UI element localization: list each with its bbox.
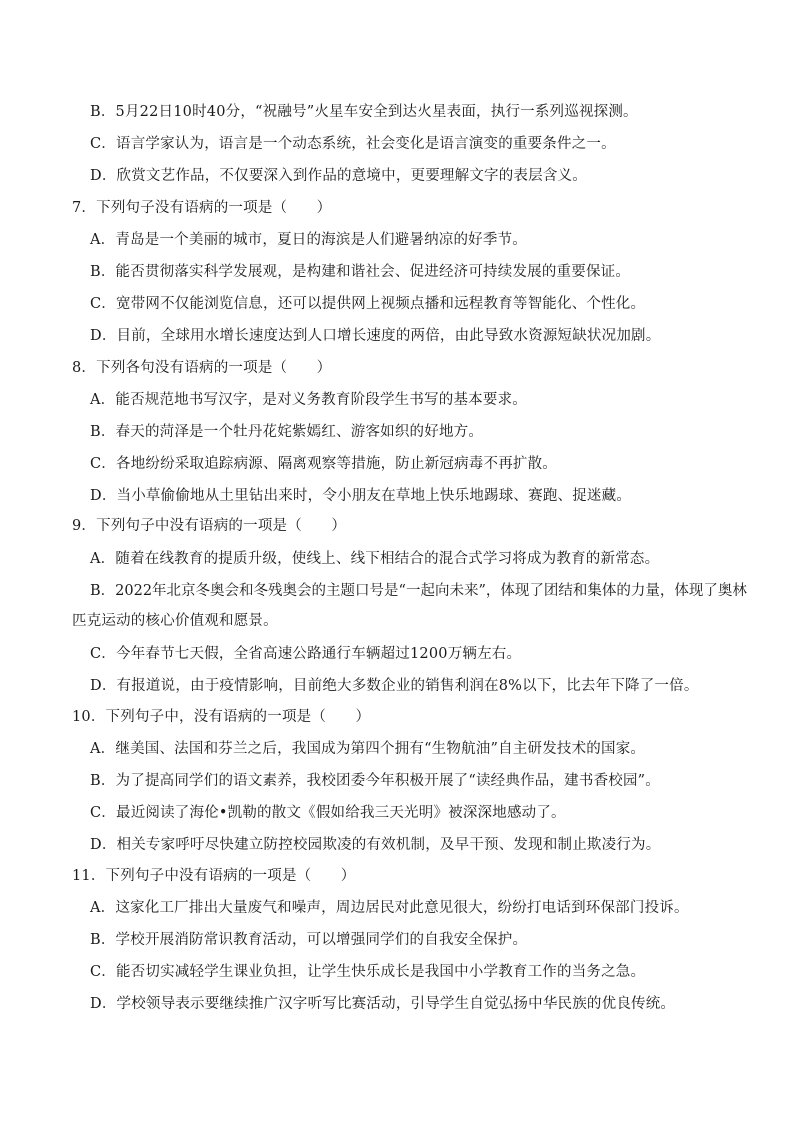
q9-option-d: D．有报道说，由于疫情影响，目前绝大多数企业的销售利润在8%以下，比去年下降了一倍。 — [90, 678, 699, 694]
q11-option-b: B．学校开展消防常识教育活动，可以增强同学们的自我安全保护。 — [90, 932, 528, 948]
q6-option-c: C．语言学家认为，语言是一个动态系统，社会变化是语言演变的重要条件之一。 — [90, 136, 616, 152]
q11-option-c: C．能否切实减轻学生课业负担，让学生快乐成长是我国中小学教育工作的当务之急。 — [90, 964, 646, 980]
q7-option-b: B．能否贯彻落实科学发展观，是构建和谐社会、促进经济可持续发展的重要保证。 — [90, 264, 631, 280]
q8-option-c: C．各地纷纷采取追踪病源、隔离观察等措施，防止新冠病毒不再扩散。 — [90, 456, 557, 472]
q7-option-a: A．青岛是一个美丽的城市，夏日的海滨是人们避暑纳凉的好季节。 — [90, 232, 527, 248]
q10-option-d: D．相关专家呼吁尽快建立防控校园欺凌的有效机制，及早干预、发现和制止欺凌行为。 — [90, 837, 661, 853]
q9-option-a: A．随着在线教育的提质升级，使线上、线下相结合的混合式学习将成为教育的新常态。 — [90, 551, 660, 567]
q7-stem: 7．下列句子没有语病的一项是（ ） — [72, 200, 332, 216]
q10-option-b: B．为了提高同学们的语文素养，我校团委今年积极开展了“读经典作品，建书香校园”。 — [90, 773, 660, 789]
q10-option-a: A．继美国、法国和芬兰之后，我国成为第四个拥有“生物航油”自主研发技术的国家。 — [90, 741, 646, 757]
q6-option-d: D．欣赏文艺作品，不仅要深入到作品的意境中，更要理解文字的表层含义。 — [90, 168, 587, 184]
q11-option-d: D．学校领导表示要继续推广汉字听写比赛活动，引导学生自觉弘扬中华民族的优良传统。 — [90, 996, 676, 1012]
q8-stem: 8．下列各句没有语病的一项是（ ） — [72, 360, 332, 376]
q10-option-c: C．最近阅读了海伦•凯勒的散文《假如给我三天光明》被深深地感动了。 — [90, 805, 566, 821]
q9-stem: 9．下列句子中没有语病的一项是（ ） — [72, 518, 347, 534]
q9-option-b-line1: B．2022年北京冬奥会和冬残奥会的主题口号是“一起向未来”，体现了团结和集体的力量，体现了奥林 — [90, 583, 747, 599]
q8-option-a: A．能否规范地书写汉字，是对义务教育阶段学生书写的基本要求。 — [90, 392, 527, 408]
q8-option-d: D．当小草偷偷地从土里钻出来时，令小朋友在草地上快乐地踢球、赛跑、捉迷藏。 — [90, 488, 632, 504]
q9-option-c: C．今年春节七天假，全省高速公路通行车辆超过1200万辆左右。 — [90, 646, 522, 662]
q8-option-b: B．春天的菏泽是一个牡丹花姹紫嫣红、游客如织的好地方。 — [90, 424, 484, 440]
q7-option-c: C．宽带网不仅能浏览信息，还可以提供网上视频点播和远程教育等智能化、个性化。 — [90, 296, 646, 312]
q10-stem: 10．下列句子中，没有语病的一项是（ ） — [72, 709, 371, 725]
q11-stem: 11．下列句子中没有语病的一项是（ ） — [72, 868, 356, 884]
q9-option-b-line2: 匹克运动的核心价值观和愿景。 — [72, 613, 278, 629]
q7-option-d: D．目前，全球用水增长速度达到人口增长速度的两倍，由此导致水资源短缺状况加剧。 — [90, 328, 661, 344]
q11-option-a: A．这家化工厂排出大量废气和噪声，周边居民对此意见很大，纷纷打电话到环保部门投诉。 — [90, 900, 689, 916]
q6-option-b: B．5月22日10时40分，“祝融号”火星车安全到达火星表面，执行一系列巡视探测。 — [90, 104, 638, 120]
